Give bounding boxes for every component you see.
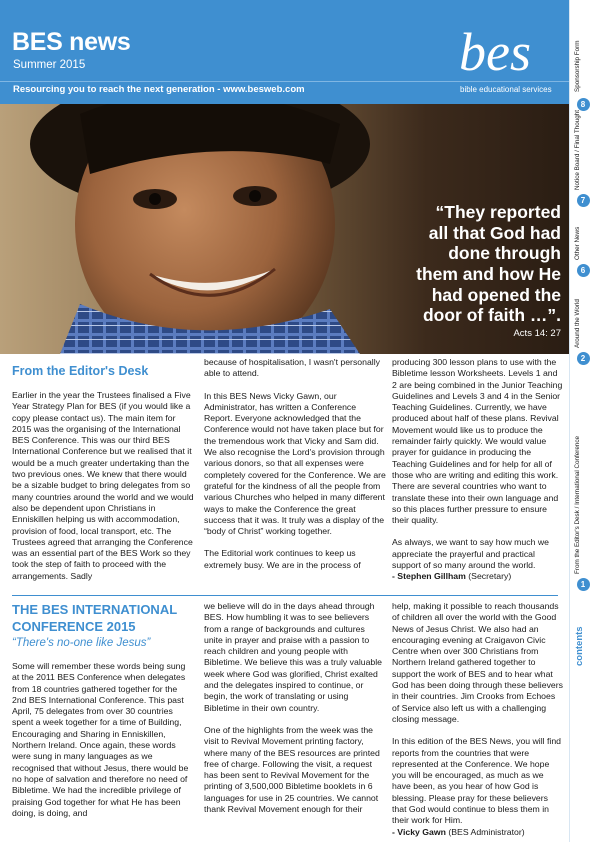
editor-paragraph: The Editorial work continues to keep us extremely busy. We are in the process of	[204, 548, 361, 570]
masthead	[0, 0, 569, 104]
toc-number: 1	[577, 578, 590, 591]
toc-number: 8	[577, 98, 590, 111]
contents-label: contents	[574, 626, 585, 666]
editor-paragraph: producing 300 lesson plans to use with the Bibletime lesson Worksheets. Levels 1 and 2 are being combined in the Junior Teaching Guidelines and Levels 3 and 4 in the Senior Teaching Guidelines. Currently, we have produced about half of these plans. Revival Movement would like us to produce the remainder fairly quickly. We would value prayer for guidance in producing the Teaching Guidelines and for help for all of those who are writing and editing this work. There are several countries who want to translate these into their own language and so this places further pressure to ensure their quality.	[392, 357, 563, 526]
logo-subtitle: bible educational services	[460, 85, 552, 94]
issue-date: Summer 2015	[13, 59, 86, 71]
hero-photo	[0, 104, 569, 354]
toc-item-other-news[interactable]	[572, 264, 594, 277]
signature-role: (BES Administrator)	[445, 826, 525, 837]
section-divider	[12, 595, 558, 596]
editor-column-1	[12, 390, 194, 593]
toc-label-around-the-world[interactable]: Around the World	[574, 299, 581, 348]
newsletter-title: BES news	[12, 28, 131, 56]
conference-column-2	[204, 601, 386, 826]
conference-column-3	[392, 601, 564, 838]
toc-item-notice-board[interactable]	[572, 194, 594, 207]
toc-label-sponsorship[interactable]: Sponsorship Form	[574, 40, 581, 92]
conference-paragraph: In this edition of the BES News, you will find reports from the countries that were represented at the Conference. We hope you will be encouraged, as much as we have been, as you hear of how God is blessing. Please pray for these believers that God would continue to bless them in their work for Him.	[392, 736, 562, 826]
pull-quote: “They reported all that God had done through them and how He had opened the door of faith …”.	[416, 202, 561, 326]
signature-name: - Stephen Gillham	[392, 571, 466, 582]
conference-paragraph: Some will remember these words being sung at the 2011 BES Conference when delegates from 18 countries gathered together for the 2nd BES International Conference. This past April, 75 delegates from over 30 countries spent a week together for a time of Building, Encouraging and Sharing in Enniskillen, Northern Ireland. Once again, these words were sung in many languages as we recognised that without Jesus, there would be no hope of salvation and therefore no need of Bibletime. We had the incredible privilege of praising God together for what He has been doing, is doing, and	[12, 661, 189, 818]
conference-paragraph: help, making it possible to reach thousands of children all over the world with the Good News of Jesus Christ. We also had an encouraging evening at Craigavon Civic Centre when over 300 Christians from Northern Ireland gathered together to support the work of BES and to hear what God has been doing through these believers in their countries. Jim Crooks from Echoes of Service also left us with a challenging closing message.	[392, 601, 563, 724]
conference-subheading: “There's no-one like Jesus”	[12, 637, 151, 649]
toc-label-notice-board[interactable]: Notice Board / Final Thought	[574, 109, 581, 190]
toc-label-editors-desk[interactable]: From the Editor's Desk / International Conference	[574, 435, 581, 574]
toc-item-editors-desk[interactable]	[572, 578, 594, 591]
conference-heading	[12, 601, 177, 635]
toc-number: 7	[577, 194, 590, 207]
contents-sidebar	[569, 0, 595, 842]
conference-heading-line: THE BES INTERNATIONAL	[12, 602, 178, 617]
editors-desk-heading: From the Editor's Desk	[12, 364, 149, 378]
logo-wordmark: bes	[459, 22, 531, 78]
conference-paragraph: One of the highlights from the week was the visit to Revival Movement printing factory, where many of the BES resources are printed free of charge. Following the visit, a request has been sent to Revival Movement for the printing of 3,500,000 Bibletime booklets in 6 languages for use in 25 countries. We cannot thank Revival Movement enough for their	[204, 724, 380, 815]
toc-number: 2	[577, 352, 590, 365]
conference-column-1	[12, 661, 194, 830]
toc-label-other-news[interactable]: Other News	[574, 226, 581, 260]
conference-heading-line: CONFERENCE 2015	[12, 619, 136, 634]
editor-paragraph: As always, we want to say how much we appreciate the prayerful and practical support of so many around the world.	[392, 537, 549, 571]
editor-paragraph: Earlier in the year the Trustees finalised a Five Year Strategy Plan for BES (if you would like a copy please contact us). The main item for 2015 was the organising of the International BES Conference. This was our third BES International Conference but we realised that it would be a much greater undertaking than the two previous ones. We knew that there would be a sizable budget to bring delegates from so many countries around the world and we would also be dependent upon Christians in Enniskillen helping us with accommodation, provision of food, local transport, etc. The Trustees agreed that arranging the Conference was an essential part of the BES Work so they took the step of faith to proceed with the arrangements. Sadly	[12, 390, 194, 581]
editor-paragraph: because of hospitalisation, I wasn't personally able to attend.	[204, 357, 380, 379]
tagline: Resourcing you to reach the next generation - www.besweb.com	[13, 84, 305, 95]
signature-role: (Secretary)	[465, 571, 512, 582]
editor-paragraph: In this BES News Vicky Gawn, our Administrator, has written a Conference Report. Everyone acknowledged that the Conference would not have taken place but for the tremendous work that Vicky and Sam did. We also recognise the Lord's provision through various donors, so that all expenses were completely covered for the Conference. We are grateful for the kindness of all the people from various Churches who helped in many different ways to make the Conference the great success that it was. It truly was a display of the “body of Christ” working together.	[204, 390, 386, 537]
toc-number: 6	[577, 264, 590, 277]
editor-column-3	[392, 357, 564, 583]
conference-paragraph: we believe will do in the days ahead through BES. How humbling it was to see believers from a range of backgrounds and cultures unite in prayer and praise with a passion to reach children and young people with Bibletime. We believe this was a truly valuable week where God was glorified, Christ exalted and the delegates inspired to continue, or begin, the work of translating or using Bibletime in their own country.	[204, 601, 383, 713]
bes-logo	[457, 22, 553, 78]
toc-item-around-the-world[interactable]	[572, 352, 594, 365]
conference-signature	[392, 827, 564, 838]
editor-signature	[392, 571, 564, 582]
signature-name: - Vicky Gawn	[392, 826, 446, 837]
editor-column-2	[204, 357, 386, 582]
quote-reference: Acts 14: 27	[513, 328, 561, 339]
